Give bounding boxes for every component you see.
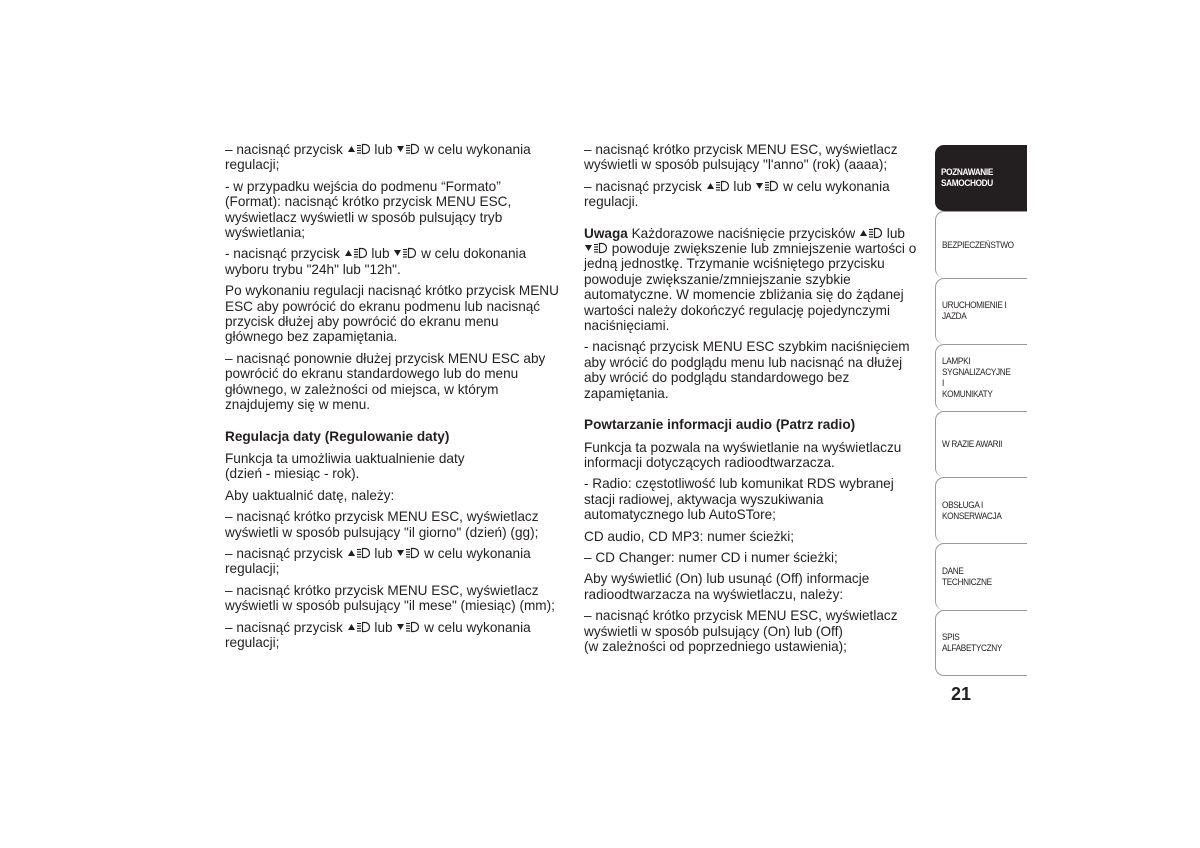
paragraph	[584, 608, 922, 654]
tab-w-razie-awarii[interactable]	[935, 411, 1027, 477]
tab-lampki-sygnalizacyjne[interactable]	[935, 344, 1027, 410]
chapter-tabs	[935, 145, 1027, 676]
down-arrow-dashboard-light-icon	[584, 242, 608, 254]
tab-label: SPIS ALFABETYCZNY	[942, 631, 1003, 654]
tab-label: URUCHOMIENIE I JAZDA	[942, 300, 1007, 323]
paragraph: – nacisnąć ponownie dłużej przycisk MENU ESC aby powrócić do ekranu standardowego lub do menu głównego, w zależności od miejsca, w którym znajdujemy się w menu.	[225, 350, 546, 413]
paragraph: CD audio, CD MP3: numer ścieżki;	[584, 528, 795, 544]
paragraph: Po wykonaniu regulacji nacisnąć krótko przycisk MENU ESC aby powrócić do ekranu podmenu lub nacisnąć przycisk dłużej aby powrócić do ekranu menu głównego bez zapamiętania.	[225, 283, 559, 345]
tab-obsluga-i-konserwacja[interactable]	[935, 477, 1027, 543]
paragraph: - Radio: częstotliwość lub komunikat RDS wybranej stacji radiowej, aktywacja wyszukiwania automatycznego lub AutoSTore;	[584, 476, 894, 523]
text: lub	[370, 545, 397, 561]
text: Każdorazowe naciśnięcie przycisków	[627, 225, 860, 241]
text: lub	[883, 225, 905, 241]
paragraph	[225, 246, 560, 277]
paragraph	[225, 142, 560, 173]
tab-label: DANE TECHNICZNE	[942, 566, 992, 589]
up-arrow-dashboard-light-icon	[347, 621, 371, 633]
section-heading: Powtarzanie informacji audio (Patrz radio)	[584, 417, 856, 433]
text: w celu wykonania regulacji;	[225, 545, 531, 577]
up-arrow-dashboard-light-icon	[347, 547, 371, 559]
tab-label: OBSŁUGA I KONSERWACJA	[942, 499, 1002, 522]
text: – nacisnąć przycisk	[225, 142, 347, 157]
page-number: 21	[951, 684, 972, 704]
text: powoduje zwiększenie lub zmniejszenie wartości o jedną jednostkę. Trzymanie wciśniętego przycisku powoduje zwiększanie/zmniejszanie szybkie automatyczne. W momencie zbliżania się do żądanej wartości należy dokończyć regulację pojedynczymi naciśnięciami.	[584, 241, 917, 334]
tab-label: BEZPIECZEŃSTWO	[942, 239, 1014, 251]
tab-poznawanie-samochodu[interactable]	[935, 145, 1027, 211]
tab-dane-techniczne[interactable]	[935, 543, 1027, 609]
text: (dzień - miesiąc - rok).	[225, 466, 360, 482]
paragraph	[584, 179, 922, 210]
left-text-column	[225, 142, 560, 656]
note-label: Uwaga	[584, 225, 628, 241]
paragraph	[225, 451, 560, 482]
text: w celu wykonania regulacji.	[584, 178, 890, 210]
paragraph: Aby uaktualnić datę, należy:	[225, 487, 395, 503]
tab-spis-alfabetyczny[interactable]	[935, 610, 1027, 676]
text: lub	[367, 246, 394, 262]
text: – nacisnąć przycisk	[225, 619, 347, 635]
text: (w zależności od poprzedniego ustawienia);	[584, 638, 847, 654]
text: w celu wykonania regulacji;	[225, 619, 531, 650]
section-heading: Regulacja daty (Regulowanie daty)	[225, 428, 450, 444]
up-arrow-dashboard-light-icon	[706, 180, 730, 192]
text: w celu dokonania wyboru trybu "24h" lub "12h".	[225, 246, 527, 277]
tab-uruchomienie-i-jazda[interactable]	[935, 278, 1027, 344]
text: Funkcja ta umożliwia uaktualnienie daty	[225, 450, 465, 466]
text: – nacisnąć przycisk	[584, 178, 706, 194]
tab-bezpieczenstwo[interactable]	[935, 211, 1027, 277]
tab-label: POZNAWANIE SAMOCHODU	[941, 167, 994, 190]
down-arrow-dashboard-light-icon	[755, 180, 779, 192]
paragraph: – nacisnąć krótko przycisk MENU ESC, wyświetlacz wyświetli w sposób pulsujący "l'anno" (rok) (aaaa);	[584, 142, 898, 173]
paragraph: - w przypadku wejścia do podmenu “Formato” (Format): nacisnąć krótko przycisk MENU ESC, wyświetlacz wyświetli w sposób pulsujący tryb wyświetlania;	[225, 178, 512, 241]
paragraph	[225, 546, 560, 577]
paragraph: Aby wyświetlić (On) lub usunąć (Off) informacje radioodtwarzacza na wyświetlaczu, należy:	[584, 571, 870, 602]
text: lub	[729, 178, 756, 194]
text: – nacisnąć krótko przycisk MENU ESC, wyświetlacz wyświetli w sposób pulsujący (On) lub (Off)	[584, 608, 898, 639]
right-text-column	[584, 142, 922, 660]
text: - nacisnąć przycisk	[225, 246, 344, 262]
note-paragraph	[584, 226, 922, 334]
paragraph: – nacisnąć krótko przycisk MENU ESC, wyświetlacz wyświetli w sposób pulsujący "il mese" (miesiąc) (mm);	[225, 582, 555, 614]
paragraph	[225, 620, 560, 651]
down-arrow-dashboard-light-icon	[396, 621, 420, 633]
up-arrow-dashboard-light-icon	[344, 247, 368, 259]
tab-label: W RAZIE AWARII	[942, 438, 1003, 450]
tab-label: LAMPKI SYGNALIZACYJNE I KOMUNIKATY	[942, 355, 1011, 400]
down-arrow-dashboard-light-icon	[396, 143, 420, 155]
paragraph: - nacisnąć przycisk MENU ESC szybkim naciśnięciem aby wrócić do podglądu menu lub nacisnąć na dłużej aby wrócić do podglądu standardowego bez zapamiętania.	[584, 339, 910, 401]
text: lub	[370, 142, 397, 157]
down-arrow-dashboard-light-icon	[396, 547, 420, 559]
paragraph: – CD Changer: numer CD i numer ścieżki;	[584, 549, 838, 565]
text: – nacisnąć przycisk	[225, 545, 347, 561]
up-arrow-dashboard-light-icon	[347, 143, 371, 155]
text: w celu wykonania regulacji;	[225, 142, 531, 173]
paragraph: – nacisnąć krótko przycisk MENU ESC, wyświetlacz wyświetli w sposób pulsujący "il giorno" (dzień) (gg);	[225, 509, 539, 540]
text: lub	[370, 619, 397, 635]
paragraph: Funkcja ta pozwala na wyświetlanie na wyświetlaczu informacji dotyczących radioodtwarzacza.	[584, 439, 902, 470]
up-arrow-dashboard-light-icon	[859, 227, 883, 239]
down-arrow-dashboard-light-icon	[393, 247, 417, 259]
